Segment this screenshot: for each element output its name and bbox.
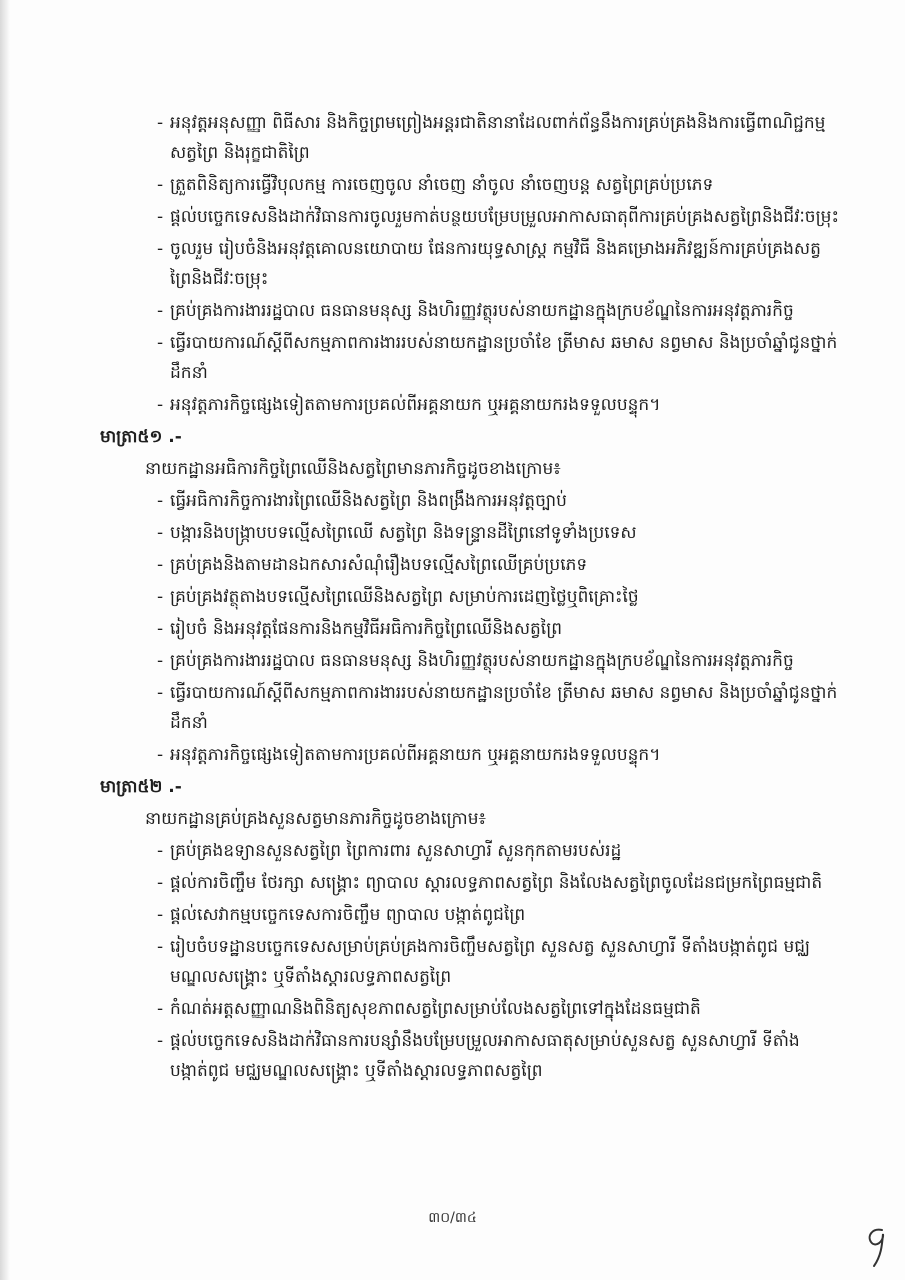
list-item: - បង្ការនិងបង្ក្រាបបទល្មើសព្រៃឈើ សត្វព្រៃ និងទន្ទ្រានដីព្រៃនៅទូទាំងប្រទេស (157, 523, 637, 543)
list-item: - ធ្វើរបាយការណ៍ស្តីពីសកម្មភាពការងាររបស់នាយកដ្ឋានប្រចាំខែ ត្រីមាស ឆមាស នព្វមាស និងប្រចាំឆ្នាំជូនថ្នាក់ដឹកនាំ (157, 333, 838, 383)
list-item: - ផ្តល់ការចិញ្ចឹម ថែរក្សា សង្គ្រោះ ព្យាបាល ស្តារលទ្ធភាពសត្វព្រៃ និងលែងសត្វព្រៃចូលដែនជម្រកព្រៃធម្មជាតិ (157, 873, 823, 893)
list-item: - កំណត់អត្តសញ្ញាណនិងពិនិត្យសុខភាពសត្វព្រៃសម្រាប់លែងសត្វព្រៃទៅក្នុងដែនធម្មជាតិ (157, 999, 701, 1019)
list-item: - ផ្តល់សេវាកម្មបច្ចេកទេសការចិញ្ចឹម ព្យាបាល បង្កាត់ពូជព្រៃ (157, 905, 526, 925)
article-52-heading: មាត្រា៥២ .- (100, 777, 182, 797)
list-item: - ធ្វើរបាយការណ៍ស្តីពីសកម្មភាពការងាររបស់នាយកដ្ឋានប្រចាំខែ ត្រីមាស ឆមាស នព្វមាស និងប្រចាំឆ្នាំជូនថ្នាក់ដឹកនាំ (157, 683, 838, 733)
scan-edge-shadow (0, 0, 10, 1280)
list-item: - ផ្តល់បច្ចេកទេសនិងដាក់វិធានការបន្សាំនឹងបម្រែបម្រួលអាកាសធាតុសម្រាប់សួនសត្វ សួនសាហ្វារី ទីតាំងបង្កាត់ពូជ មជ្ឈមណ្ឌលសង្គ្រោះ ឬទីតាំងស្តារលទ្ធភាពសត្វព្រៃ (157, 1031, 800, 1081)
list-item: - អនុវត្តភារកិច្ចផ្សេងទៀតតាមការប្រគល់ពីអគ្គនាយក ឬអគ្គនាយករងទទួលបន្ទុក។ (157, 395, 661, 415)
document-body (100, 108, 840, 1088)
list-item: - ចូលរួម រៀបចំនិងអនុវត្តគោលនយោបាយ ផែនការយុទ្ធសាស្ត្រ កម្មវិធី និងគម្រោងអភិវឌ្ឍន៍ការគ្រប់គ្រងសត្វព្រៃនិងជីវៈចម្រុះ (157, 239, 821, 289)
handwritten-initial-mark (862, 1222, 892, 1272)
list-item: - រៀបចំ និងអនុវត្តផែនការនិងកម្មវិធីអធិការកិច្ចព្រៃឈើនិងសត្វព្រៃ (157, 619, 563, 639)
list-item: - ផ្តល់បច្ចេកទេសនិងដាក់វិធានការចូលរួមកាត់បន្ថយបម្រែបម្រួលអាកាសធាតុពីការគ្រប់គ្រងសត្វព្រៃនិងជីវៈចម្រុះ (157, 207, 839, 227)
list-item: - គ្រប់គ្រងនិងតាមដានឯកសារសំណុំរឿងបទល្មើសព្រៃឈើគ្រប់ប្រភេទ (157, 555, 588, 575)
article-52-intro: នាយកដ្ឋានគ្រប់គ្រងសួនសត្វមានភារកិច្ចដូចខាងក្រោម៖ (145, 809, 486, 829)
list-item: - អនុវត្តអនុសញ្ញា ពិធីសារ និងកិច្ចព្រមព្រៀងអន្តរជាតិនានាដែលពាក់ព័ន្ធនឹងការគ្រប់គ្រងនិងការធ្វើពាណិជ្ជកម្មសត្វព្រៃ និងរុក្ខជាតិព្រៃ (157, 113, 826, 163)
list-item: - អនុវត្តភារកិច្ចផ្សេងទៀតតាមការប្រគល់ពីអគ្គនាយក ឬអគ្គនាយករងទទួលបន្ទុក។ (157, 745, 661, 765)
list-item: - រៀបចំបទដ្ឋានបច្ចេកទេសសម្រាប់គ្រប់គ្រងការចិញ្ចឹមសត្វព្រៃ សួនសត្វ សួនសាហ្វារី ទីតាំងបង្កាត់ពូជ មជ្ឈមណ្ឌលសង្គ្រោះ ឬទីតាំងស្តារលទ្ធភាពសត្វព្រៃ (157, 937, 811, 987)
article-51-intro: នាយកដ្ឋានអធិការកិច្ចព្រៃឈើនិងសត្វព្រៃមានភារកិច្ចដូចខាងក្រោម៖ (145, 459, 561, 479)
list-item: - គ្រប់គ្រងវត្ថុតាងបទល្មើសព្រៃឈើនិងសត្វព្រៃ សម្រាប់ការដេញថ្លៃឬពិគ្រោះថ្លៃ (157, 587, 639, 607)
list-item: - ត្រួតពិនិត្យការធ្វើវិបុលកម្ម ការចេញចូល នាំចេញ នាំចូល នាំចេញបន្ត សត្វព្រៃគ្រប់ប្រភេទ (157, 175, 714, 195)
list-item: - គ្រប់គ្រងឧទ្យានសួនសត្វព្រៃ ព្រៃការពារ សួនសាហ្វារី សួនកុកតាមរបស់រដ្ឋ (157, 841, 622, 861)
list-item: - ធ្វើអធិការកិច្ចការងារព្រៃឈើនិងសត្វព្រៃ និងពង្រឹងការអនុវត្តច្បាប់ (157, 491, 567, 511)
list-item: - គ្រប់គ្រងការងាររដ្ឋបាល ធនធានមនុស្ស និងហិរញ្ញវត្ថុរបស់នាយកដ្ឋានក្នុងក្របខ័ណ្ឌនៃការអនុវត្តភារកិច្ច (157, 301, 794, 321)
page-number: ៣០/៣៤ (428, 1210, 477, 1226)
article-51-heading: មាត្រា៥១ .- (100, 427, 182, 447)
list-item: - គ្រប់គ្រងការងាររដ្ឋបាល ធនធានមនុស្ស និងហិរញ្ញវត្ថុរបស់នាយកដ្ឋានក្នុងក្របខ័ណ្ឌនៃការអនុវត្តភារកិច្ច (157, 651, 794, 671)
